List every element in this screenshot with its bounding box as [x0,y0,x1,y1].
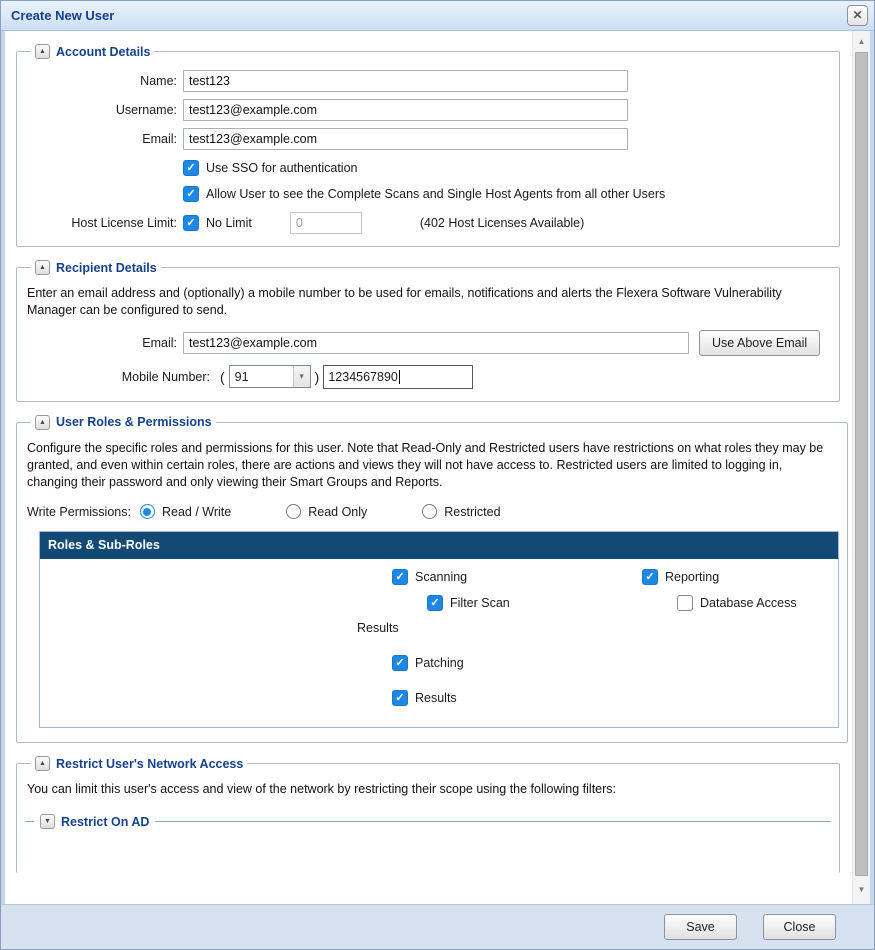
check-icon: ✓ [395,692,405,705]
divider [155,821,831,822]
name-label: Name: [140,74,177,88]
restrict-network-legend [31,756,247,771]
account-details-fieldset [16,44,840,247]
no-limit-checkbox[interactable] [183,215,199,231]
recipient-email-row [25,330,831,356]
expand-icon[interactable]: ▼ [40,814,55,829]
recipient-details-fieldset [16,260,840,402]
collapse-icon[interactable]: ▲ [35,260,50,275]
check-icon: ✓ [186,217,196,229]
results-label: Results [415,691,457,706]
email-row [25,128,831,150]
scanning-checkbox[interactable] [392,569,408,585]
name-row [25,70,831,92]
paren-close: ) [314,368,320,385]
recipient-details-title: Recipient Details [56,260,157,275]
collapse-icon[interactable]: ▲ [35,756,50,771]
restricted-label: Restricted [444,504,501,519]
username-input[interactable] [183,99,628,121]
scanning-label: Scanning [415,570,468,585]
account-details-legend [31,44,154,59]
role-results [392,690,457,706]
filter-scan-results-checkbox[interactable] [427,595,443,611]
recipient-email-input[interactable] [183,332,689,354]
host-limit-input[interactable] [290,212,362,234]
chevron-down-icon: ▾ [293,366,310,387]
close-button[interactable]: Close [763,914,836,940]
role-filter-scan-results [427,595,510,611]
mobile-number-row [25,365,831,389]
roles-table-body [40,559,838,727]
text-caret [399,370,400,384]
paren-open: ( [220,368,225,385]
read-write-radio[interactable] [140,504,155,519]
user-roles-fieldset [16,415,848,744]
save-button[interactable]: Save [664,914,737,940]
no-limit-label: No Limit [206,216,252,230]
reporting-label: Reporting [665,570,720,585]
allow-all-users-checkbox[interactable] [183,186,199,202]
role-reporting [642,569,719,585]
scroll-up-icon[interactable]: ▲ [857,37,866,46]
vertical-scrollbar[interactable] [852,31,870,904]
email-label: Email: [142,132,177,146]
restricted-option[interactable] [422,504,500,519]
restricted-radio[interactable] [422,504,437,519]
read-only-radio[interactable] [286,504,301,519]
user-roles-title: User Roles & Permissions [56,415,212,430]
close-icon[interactable]: ✕ [847,5,868,26]
restrict-on-ad-legend [25,814,831,829]
country-code-select[interactable] [229,365,311,388]
role-patching [392,655,464,671]
recipient-email-label: Email: [142,335,177,350]
account-details-title: Account Details [56,44,151,59]
roles-table-header: Roles & Sub-Roles [40,532,838,559]
read-only-label: Read Only [308,504,368,519]
allow-row [183,186,831,202]
email-input[interactable] [183,128,628,150]
user-roles-legend [31,415,216,430]
database-access-checkbox[interactable] [677,595,693,611]
read-only-option[interactable] [286,504,367,519]
restrict-network-fieldset [16,756,840,873]
scrollbar-thumb[interactable] [855,52,868,876]
name-input[interactable] [183,70,628,92]
recipient-details-legend [31,260,161,275]
check-icon: ✓ [186,162,196,174]
collapse-icon[interactable]: ▲ [35,415,50,430]
sso-label: Use SSO for authentication [206,161,358,175]
filter-scan-wrap-label: Results [357,621,399,636]
patching-checkbox[interactable] [392,655,408,671]
dialog-body [5,31,870,904]
restrict-on-ad-title: Restrict On AD [61,814,150,829]
country-code-value: 91 [234,369,249,384]
restrict-description: You can limit this user's access and view of the network by restricting their scope using the following filters: [27,782,617,797]
filter-scan-results-wrap [357,621,399,635]
read-write-label: Read / Write [161,504,232,519]
collapse-icon[interactable]: ▲ [35,44,50,59]
check-icon: ✓ [430,597,440,610]
write-permissions-label: Write Permissions: [27,504,131,519]
results-checkbox[interactable] [392,690,408,706]
restrict-network-title: Restrict User's Network Access [56,756,244,771]
username-label: Username: [115,103,177,117]
write-permissions-row [27,504,839,519]
use-above-email-button[interactable]: Use Above Email [699,330,820,356]
sso-row [183,160,831,176]
dialog-title: Create New User [11,8,115,23]
mobile-number-value: 1234567890 [328,369,398,384]
divider [25,821,34,822]
role-database-access [677,595,797,611]
host-license-label: Host License Limit: [71,216,177,230]
dialog-footer [1,904,874,949]
read-write-option[interactable] [140,504,231,519]
role-scanning [392,569,467,585]
reporting-checkbox[interactable] [642,569,658,585]
mobile-number-label: Mobile Number: [121,369,210,384]
roles-description: Configure the specific roles and permissions for this user. Note that Read-Only and Restricted users have restrictions on what roles they may be granted, and even within certain roles, there are actions and views they will not have access to. Restricted users are limited to logging in, changing their password and only viewing their Smart Groups and Reports. [27,440,824,489]
filter-scan-label: Filter Scan [450,596,510,611]
check-icon: ✓ [645,571,655,584]
check-icon: ✓ [186,188,196,200]
check-icon: ✓ [395,657,405,670]
mobile-number-input[interactable] [323,365,473,389]
dialog-titlebar [1,1,874,31]
licenses-available-note: (402 Host Licenses Available) [419,216,585,230]
patching-label: Patching [415,656,464,671]
allow-all-users-label: Allow User to see the Complete Scans and Single Host Agents from all other Users [206,187,666,201]
recipient-description: Enter an email address and (optionally) a mobile number to be used for emails, notifications and alerts the Flexera Software Vulnerability Manager can be configured to send. [27,286,782,317]
username-row [25,99,831,121]
database-access-label: Database Access [700,596,797,611]
sso-checkbox[interactable] [183,160,199,176]
check-icon: ✓ [395,571,405,584]
roles-table [39,531,839,728]
host-license-row [25,212,831,234]
scroll-down-icon[interactable]: ▼ [857,885,866,894]
